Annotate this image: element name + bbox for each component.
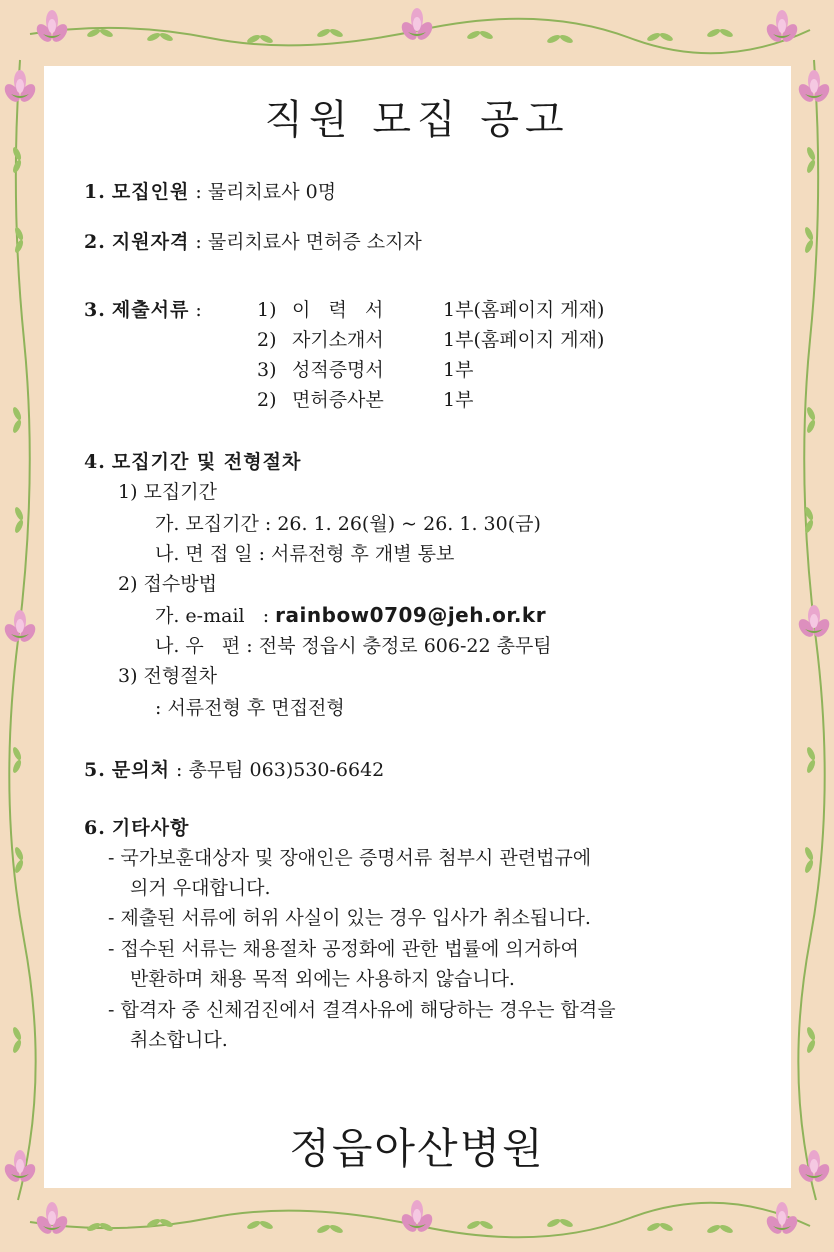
- section-number: 1.: [84, 181, 106, 203]
- section-label: 제출서류: [111, 299, 190, 321]
- section-qualification: [84, 230, 422, 254]
- section-contact: [84, 758, 384, 782]
- doc-item-number: 2): [257, 329, 277, 351]
- doc-item-number: 1): [257, 299, 277, 321]
- section-label: 기타사항: [111, 817, 190, 839]
- section-label: 모집기간 및 전형절차: [111, 451, 302, 473]
- doc-item-qty: 1부(홈페이지 게재): [443, 299, 605, 321]
- separator: :: [195, 231, 202, 253]
- section-misc-heading: [84, 816, 189, 840]
- doc-item-qty: 1부(홈페이지 게재): [443, 329, 605, 351]
- doc-item-qty: 1부: [443, 389, 474, 411]
- mail-address: 나. 우 편 : 전북 정읍시 충정로 606-22 총무팀: [155, 635, 552, 657]
- doc-item-name: 성적증명서: [292, 359, 384, 381]
- separator: :: [195, 299, 202, 321]
- doc-item-name: 이 력 서: [292, 299, 384, 321]
- doc-item-qty: 1부: [443, 359, 474, 381]
- misc-line: 의거 우대합니다.: [130, 877, 271, 899]
- email-row: [155, 603, 546, 628]
- section-label: 모집인원: [111, 181, 190, 203]
- section-number: 6.: [84, 817, 106, 839]
- misc-line: - 합격자 중 신체검진에서 결격사유에 해당하는 경우는 합격을: [108, 999, 616, 1021]
- doc-item-name: 면허증사본: [292, 389, 384, 411]
- section-number: 4.: [84, 451, 106, 473]
- section-value: 총무팀 063)530-6642: [188, 759, 385, 781]
- doc-item-number: 3): [257, 359, 277, 381]
- misc-line: 반환하며 채용 목적 외에는 사용하지 않습니다.: [130, 968, 515, 990]
- procedure-detail: : 서류전형 후 면접전형: [155, 697, 345, 719]
- email-link[interactable]: rainbow0709@jeh.or.kr: [275, 603, 547, 627]
- section-number: 2.: [84, 231, 106, 253]
- sub-heading-procedure: 3) 전형절차: [118, 665, 217, 687]
- misc-line: 취소합니다.: [130, 1029, 228, 1051]
- page-title: 직원 모집 공고: [264, 97, 570, 143]
- sub-heading-method: 2) 접수방법: [118, 573, 217, 595]
- misc-line: - 제출된 서류에 허위 사실이 있는 경우 입사가 취소됩니다.: [108, 907, 591, 929]
- section-period-heading: [84, 450, 301, 474]
- misc-line: - 접수된 서류는 채용절차 공정화에 관한 법률에 의거하여: [108, 938, 579, 960]
- section-number: 5.: [84, 759, 106, 781]
- separator: :: [176, 759, 183, 781]
- section-recruit-count: [84, 180, 336, 204]
- section-value: 물리치료사 면허증 소지자: [207, 231, 422, 253]
- doc-item-name: 자기소개서: [292, 329, 384, 351]
- section-documents-heading: [84, 298, 202, 322]
- sub-heading-period: 1) 모집기간: [118, 481, 217, 503]
- section-number: 3.: [84, 299, 106, 321]
- section-label: 지원자격: [111, 231, 190, 253]
- section-label: 문의처: [111, 759, 170, 781]
- hospital-name: 정읍아산병원: [289, 1124, 545, 1173]
- misc-line: - 국가보훈대상자 및 장애인은 증명서류 첨부시 관련법규에: [108, 847, 592, 869]
- doc-item-number: 2): [257, 389, 277, 411]
- interview-date: 나. 면 접 일 : 서류전형 후 개별 통보: [155, 543, 455, 565]
- separator: :: [195, 181, 202, 203]
- email-label: 가. e-mail :: [155, 605, 270, 627]
- period-dates: 가. 모집기간 : 26. 1. 26(월) ~ 26. 1. 30(금): [155, 513, 541, 535]
- section-value: 물리치료사 0명: [207, 181, 337, 203]
